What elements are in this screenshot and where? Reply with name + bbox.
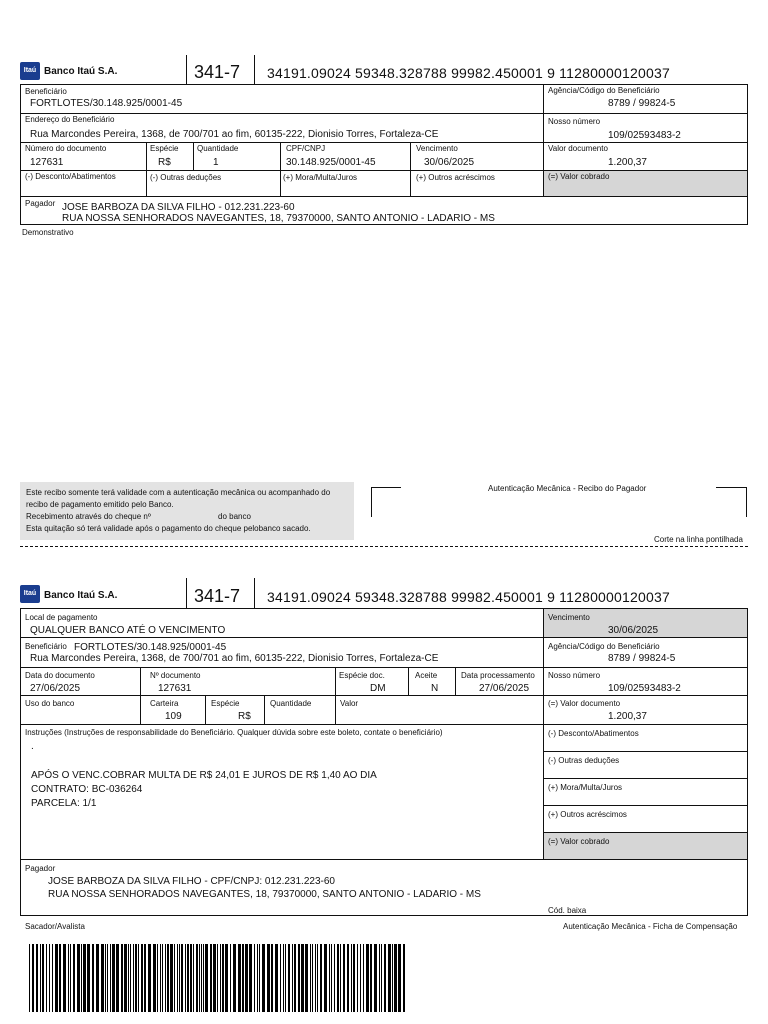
barcode-bar [238, 944, 241, 1012]
barcode-bar [353, 944, 355, 1012]
barcode-bar [337, 944, 339, 1012]
barcode-bar [32, 944, 34, 1012]
barcode-bar [92, 944, 94, 1012]
especie-label: Espécie [150, 144, 179, 153]
endereco-value: Rua Marcondes Pereira, 1368, de 700/701 ao fim, 60135-222, Dionisio Torres, Fortaleza-CE [30, 129, 439, 140]
barcode-bar [73, 944, 75, 1012]
barcode-bar [360, 944, 361, 1012]
barcode-bar [233, 944, 236, 1012]
barcode-bar [193, 944, 194, 1012]
valor-cobrado-label: (=) Valor cobrado [548, 172, 610, 181]
quantidade-label: Quantidade [270, 699, 312, 708]
agencia-value: 8789 / 99824-5 [608, 653, 676, 664]
auth-corner-left-top [371, 487, 401, 488]
barcode-bar [107, 944, 108, 1012]
instrucoes-dot: . [31, 741, 34, 752]
beneficiario-label: Beneficiário [25, 87, 67, 96]
endereco-value: Rua Marcondes Pereira, 1368, de 700/701 ao fim, 60135-222, Dionisio Torres, Fortaleza-CE [30, 653, 439, 664]
valor-label: Valor [340, 699, 359, 708]
divider [193, 142, 194, 170]
barcode-bar [40, 944, 41, 1012]
divider [455, 667, 456, 695]
barcode-bar [116, 944, 119, 1012]
barcode-bar [315, 944, 316, 1012]
data-proc-value: 27/06/2025 [479, 683, 530, 694]
barcode-bar [201, 944, 202, 1012]
divider [20, 196, 748, 197]
nosso-numero-value: 109/02593483-2 [608, 683, 681, 694]
barcode-bar [63, 944, 66, 1012]
divider [20, 724, 748, 725]
vencimento-label: Vencimento [416, 144, 458, 153]
barcode-bar [157, 944, 158, 1012]
auth-corner-left [371, 487, 372, 517]
num-doc-value: 127631 [30, 157, 64, 168]
barcode-bar [403, 944, 405, 1012]
vencimento-value: 30/06/2025 [608, 625, 659, 636]
divider [186, 578, 187, 608]
instrucao-1: APÓS O VENC.COBRAR MULTA DE R$ 24,01 E JUROS DE R$ 1,40 AO DIA [31, 770, 377, 781]
data-doc-label: Data do documento [25, 671, 95, 680]
barcode-bar [225, 944, 228, 1012]
barcode-bar [394, 944, 397, 1012]
barcode-bar [165, 944, 166, 1012]
divider [543, 778, 748, 779]
barcode-bar [257, 944, 258, 1012]
divider [20, 695, 748, 696]
barcode-bar [135, 944, 137, 1012]
valor-doc-value: 1.200,37 [608, 711, 647, 722]
barcode-bar [301, 944, 304, 1012]
barcode-bar [181, 944, 183, 1012]
barcode [29, 944, 409, 1012]
instrucao-2: CONTRATO: BC-036264 [31, 784, 143, 795]
barcode-bar [133, 944, 134, 1012]
carteira-value: 109 [165, 711, 182, 722]
barcode-bar [381, 944, 382, 1012]
barcode-bar [185, 944, 186, 1012]
itau-logo: Itaú [20, 585, 40, 603]
barcode-bar [55, 944, 58, 1012]
barcode-bar [101, 944, 104, 1012]
divider [20, 170, 748, 171]
barcode-bar [384, 944, 386, 1012]
especie-label: Espécie [211, 699, 240, 708]
divider [20, 142, 748, 143]
nosso-numero-label: Nosso número [548, 117, 601, 126]
barcode-bar [42, 944, 44, 1012]
barcode-bar [81, 944, 82, 1012]
divider [140, 667, 141, 724]
barcode-bar [329, 944, 330, 1012]
outras-deducoes-label: (-) Outras deduções [150, 173, 222, 182]
notice-line3b: do banco [218, 512, 251, 521]
barcode-bar [370, 944, 372, 1012]
corte-label: Corte na linha pontilhada [654, 535, 743, 544]
divider [335, 667, 336, 724]
agencia-label: Agência/Código do Beneficiário [548, 642, 660, 651]
divider [186, 55, 187, 85]
barcode-bar [310, 944, 311, 1012]
barcode-bar [347, 944, 349, 1012]
divider [146, 142, 147, 196]
desconto-label: (-) Desconto/Abatimentos [25, 172, 116, 181]
especie-doc-value: DM [370, 683, 386, 694]
data-proc-label: Data processamento [461, 671, 535, 680]
barcode-bar [242, 944, 244, 1012]
barcode-bar [213, 944, 216, 1012]
outras-deducoes-label: (-) Outras deduções [548, 756, 620, 765]
divider [543, 805, 748, 806]
barcode-bar [363, 944, 364, 1012]
barcode-bar [179, 944, 180, 1012]
barcode-bar [187, 944, 189, 1012]
carteira-label: Carteira [150, 699, 179, 708]
autenticacao-label: Autenticação Mecânica - Recibo do Pagador [488, 484, 647, 493]
divider [20, 859, 748, 860]
bank-name: Banco Itaú S.A. [44, 66, 118, 77]
especie-doc-label: Espécie doc. [339, 671, 385, 680]
barcode-bar [388, 944, 391, 1012]
barcode-bar [77, 944, 80, 1012]
barcode-bar [105, 944, 106, 1012]
agencia-label: Agência/Código do Beneficiário [548, 86, 660, 95]
uso-banco-label: Uso do banco [25, 699, 75, 708]
barcode-bar [398, 944, 401, 1012]
barcode-bar [351, 944, 352, 1012]
pagador-label: Pagador [25, 864, 56, 873]
barcode-bar [312, 944, 313, 1012]
barcode-bar [170, 944, 173, 1012]
pagador-label: Pagador [25, 199, 56, 208]
barcode-bar [83, 944, 86, 1012]
barcode-bar [331, 944, 332, 1012]
barcode-bar [254, 944, 255, 1012]
divider [20, 667, 748, 668]
notice-line1: Este recibo somente terá validade com a autenticação mecânica ou acompanhado do [26, 488, 331, 497]
barcode-bar [153, 944, 156, 1012]
barcode-bar [110, 944, 111, 1012]
barcode-bar [340, 944, 341, 1012]
cpf-label: CPF/CNPJ [286, 144, 326, 153]
divider [20, 637, 748, 638]
barcode-bar [36, 944, 38, 1012]
barcode-bar [196, 944, 198, 1012]
barcode-bar [121, 944, 123, 1012]
barcode-bar [259, 944, 260, 1012]
divider [264, 695, 265, 724]
barcode-bar [190, 944, 192, 1012]
divider [254, 578, 255, 608]
barcode-bar [174, 944, 175, 1012]
endereco-label: Endereço do Beneficiário [25, 115, 115, 124]
barcode-bar [374, 944, 377, 1012]
divider [543, 84, 544, 196]
bank-name: Banco Itaú S.A. [44, 590, 118, 601]
barcode-bar [128, 944, 129, 1012]
barcode-bar [271, 944, 273, 1012]
num-doc-value: 127631 [158, 683, 192, 694]
barcode-bar [68, 944, 69, 1012]
barcode-bar [138, 944, 139, 1012]
barcode-bar [96, 944, 99, 1012]
barcode-bar [366, 944, 369, 1012]
local-value: QUALQUER BANCO ATÉ O VENCIMENTO [30, 625, 226, 636]
bank-code: 341-7 [194, 62, 241, 82]
barcode-bar [343, 944, 345, 1012]
barcode-bar [262, 944, 265, 1012]
barcode-bar [320, 944, 322, 1012]
cut-line [20, 546, 748, 547]
barcode-bar [294, 944, 296, 1012]
barcode-bar [52, 944, 53, 1012]
barcode-bar [245, 944, 248, 1012]
quantidade-value: 1 [213, 157, 219, 168]
barcode-bar [162, 944, 163, 1012]
barcode-bar [217, 944, 218, 1012]
barcode-bar [167, 944, 169, 1012]
divider [408, 667, 409, 695]
desconto-label: (-) Desconto/Abatimentos [548, 729, 639, 738]
notice-line4: Esta quitação só terá validade após o pagamento do cheque pelobanco sacado. [26, 524, 311, 533]
barcode-bar [298, 944, 300, 1012]
num-doc-label: Número do documento [25, 144, 107, 153]
vencimento-label: Vencimento [548, 613, 590, 622]
barcode-bar [148, 944, 151, 1012]
barcode-bar [199, 944, 200, 1012]
barcode-bar [29, 944, 30, 1012]
nosso-numero-label: Nosso número [548, 671, 601, 680]
local-label: Local de pagamento [25, 613, 98, 622]
barcode-bar [305, 944, 308, 1012]
notice-line3a: Recebimento através do cheque nº [26, 512, 151, 521]
barcode-bar [288, 944, 290, 1012]
barcode-bar [222, 944, 224, 1012]
barcode-bar [283, 944, 284, 1012]
vencimento-value: 30/06/2025 [424, 157, 475, 168]
bank-code: 341-7 [194, 586, 241, 606]
instrucoes-label: Instruções (Instruções de responsabilidade do Beneficiário. Qualquer dúvida sobre este boleto, contate o beneficiário) [25, 728, 443, 737]
pagador-line2: RUA NOSSA SENHORADOS NAVEGANTES, 18, 79370000, SANTO ANTONIO - LADARIO - MS [48, 889, 481, 900]
acrescimos-label: (+) Outros acréscimos [548, 810, 627, 819]
valor-doc-label: Valor documento [548, 144, 608, 153]
divider [543, 832, 748, 833]
agencia-value: 8789 / 99824-5 [608, 98, 676, 109]
barcode-bar [379, 944, 380, 1012]
pagador-line1: JOSE BARBOZA DA SILVA FILHO - 012.231.223-60 [62, 202, 295, 213]
barcode-bar [317, 944, 318, 1012]
cod-baixa-label: Cód. baixa [548, 906, 587, 915]
pagador-line1: JOSE BARBOZA DA SILVA FILHO - CPF/CNPJ: 012.231.223-60 [48, 876, 335, 887]
barcode-bar [275, 944, 278, 1012]
divider [20, 113, 748, 114]
barcode-bar [87, 944, 90, 1012]
barcode-bar [141, 944, 143, 1012]
barcode-bar [160, 944, 161, 1012]
barcode-bar [210, 944, 212, 1012]
digitable-line[interactable]: 34191.09024 59348.328788 99982.450001 9 11280000120037 [267, 65, 670, 81]
demonstrativo-label: Demonstrativo [22, 228, 74, 237]
auth-corner-right-top [716, 487, 746, 488]
instrucao-3: PARCELA: 1/1 [31, 798, 97, 809]
valor-doc-value: 1.200,37 [608, 157, 647, 168]
divider [543, 751, 748, 752]
digitable-line[interactable]: 34191.09024 59348.328788 99982.450001 9 11280000120037 [267, 589, 670, 605]
beneficiario-value: FORTLOTES/30.148.925/0001-45 [74, 642, 227, 653]
barcode-bar [124, 944, 127, 1012]
aceite-value: N [431, 683, 439, 694]
barcode-bar [392, 944, 393, 1012]
autenticacao-label: Autenticação Mecânica - Ficha de Compensação [563, 922, 738, 931]
barcode-bar [267, 944, 270, 1012]
barcode-bar [203, 944, 204, 1012]
barcode-bar [177, 944, 178, 1012]
barcode-bar [230, 944, 231, 1012]
especie-value: R$ [238, 711, 251, 722]
barcode-bar [130, 944, 131, 1012]
aceite-label: Aceite [415, 671, 438, 680]
valor-cobrado-label: (=) Valor cobrado [548, 837, 610, 846]
barcode-bar [357, 944, 358, 1012]
barcode-bar [46, 944, 47, 1012]
barcode-bar [144, 944, 146, 1012]
barcode-bar [285, 944, 286, 1012]
data-doc-value: 27/06/2025 [30, 683, 81, 694]
auth-corner-right [746, 487, 747, 517]
barcode-bar [59, 944, 61, 1012]
divider [205, 695, 206, 724]
cpf-value: 30.148.925/0001-45 [286, 157, 376, 168]
acrescimos-label: (+) Outros acréscimos [416, 173, 495, 182]
barcode-bar [292, 944, 293, 1012]
barcode-bar [334, 944, 335, 1012]
itau-logo: Itaú [20, 62, 40, 80]
pagador-line2: RUA NOSSA SENHORADOS NAVEGANTES, 18, 79370000, SANTO ANTONIO - LADARIO - MS [62, 213, 495, 224]
barcode-bar [205, 944, 208, 1012]
beneficiario-label: Beneficiário [25, 642, 67, 651]
barcode-bar [49, 944, 50, 1012]
especie-value: R$ [158, 157, 171, 168]
divider [543, 608, 544, 859]
divider [254, 55, 255, 85]
barcode-bar [70, 944, 71, 1012]
valor-doc-label: (=) Valor documento [548, 699, 621, 708]
mora-label: (+) Mora/Multa/Juros [548, 783, 623, 792]
nosso-numero-value: 109/02593483-2 [608, 130, 681, 141]
mora-label: (+) Mora/Multa/Juros [283, 173, 358, 182]
barcode-bar [220, 944, 221, 1012]
barcode-bar [280, 944, 281, 1012]
barcode-bar [249, 944, 252, 1012]
barcode-bar [324, 944, 327, 1012]
barcode-bar [112, 944, 115, 1012]
divider [280, 142, 281, 196]
sacador-label: Sacador/Avalista [25, 922, 85, 931]
quantidade-label: Quantidade [197, 144, 239, 153]
beneficiario-value: FORTLOTES/30.148.925/0001-45 [30, 98, 183, 109]
divider [410, 142, 411, 196]
num-doc-label: Nº documento [150, 671, 201, 680]
notice-line2: recibo de pagamento emitido pelo Banco. [26, 500, 174, 509]
